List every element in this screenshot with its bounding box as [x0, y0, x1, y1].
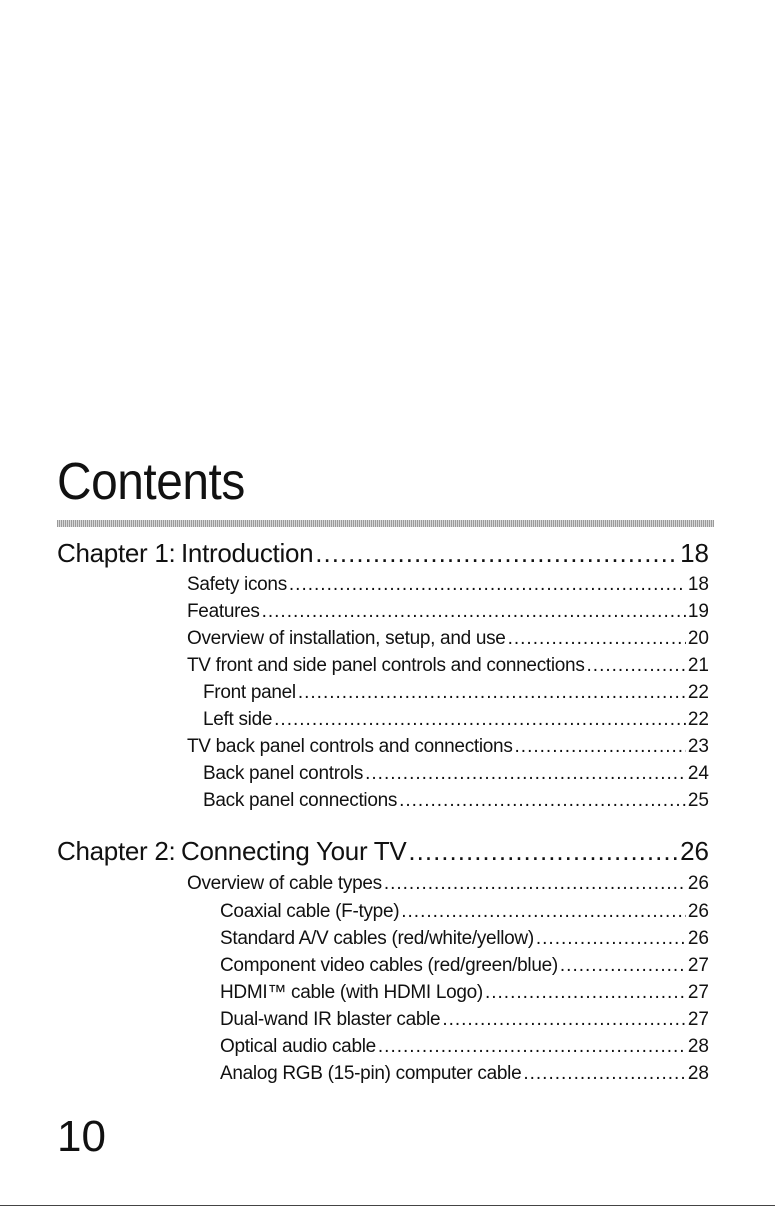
entry-label: Analog RGB (15-pin) computer cable [220, 1063, 522, 1084]
page-ref: 22 [687, 709, 709, 730]
entry-label: Back panel controls [203, 763, 364, 784]
page-ref: 18 [680, 538, 709, 568]
entry-label: Overview of installation, setup, and use [187, 628, 506, 649]
page-ref: 26 [687, 873, 709, 894]
title-rule [57, 520, 714, 527]
entry-label: Front panel [203, 682, 296, 703]
entry-label: Optical audio cable [220, 1036, 376, 1057]
page-ref: 18 [687, 574, 709, 595]
chapter-2-entry[interactable] [57, 836, 709, 868]
toc-entry[interactable] [187, 655, 709, 679]
toc-subentry[interactable] [220, 928, 709, 952]
toc-subentry[interactable] [203, 790, 709, 814]
leader-dots [315, 538, 678, 569]
leader-dots [508, 628, 686, 650]
toc-subentry[interactable] [220, 982, 709, 1006]
toc-entry[interactable] [187, 601, 709, 625]
entry-label: Dual-wand IR blaster cable [220, 1009, 441, 1030]
entry-label: Overview of cable types [187, 873, 382, 894]
toc-subentry[interactable] [203, 682, 709, 706]
chapter-1-entry[interactable] [57, 538, 709, 570]
page-ref: 22 [687, 682, 709, 703]
page-number: 10 [57, 1112, 106, 1161]
page-ref: 23 [687, 736, 709, 757]
leader-dots [365, 763, 686, 785]
toc-entry[interactable] [187, 736, 709, 760]
leader-dots [587, 655, 686, 677]
toc-entry[interactable] [187, 628, 709, 652]
leader-dots [384, 873, 686, 895]
toc-entry[interactable] [187, 873, 709, 897]
chapter-title: Introduction [181, 538, 314, 568]
leader-dots [401, 901, 686, 923]
page-ref: 21 [687, 655, 709, 676]
leader-dots [523, 1063, 686, 1085]
toc-subentry[interactable] [220, 901, 709, 925]
toc-subentry[interactable] [203, 709, 709, 733]
leader-dots [408, 836, 678, 867]
entry-label: Coaxial cable (F-type) [220, 901, 400, 922]
chapter-title: Connecting Your TV [181, 836, 407, 866]
leader-dots [536, 928, 686, 950]
page-ref: 26 [687, 901, 709, 922]
page-title: Contents [57, 453, 245, 511]
entry-label: Features [187, 601, 260, 622]
leader-dots [298, 682, 686, 704]
page-ref: 26 [680, 836, 709, 866]
entry-label: HDMI™ cable (with HDMI Logo) [220, 982, 483, 1003]
entry-label: Left side [203, 709, 273, 730]
page-ref: 28 [687, 1036, 709, 1057]
page-ref: 25 [687, 790, 709, 811]
entry-label: Safety icons [187, 574, 287, 595]
toc-subentry[interactable] [203, 763, 709, 787]
page-ref: 19 [687, 601, 709, 622]
entry-label: Standard A/V cables (red/white/yellow) [220, 928, 534, 949]
chapter-number: Chapter 1: [57, 538, 176, 568]
entry-label: Back panel connections [203, 790, 398, 811]
page-ref: 20 [687, 628, 709, 649]
page-ref: 27 [687, 982, 709, 1003]
leader-dots [442, 1009, 686, 1031]
leader-dots [485, 982, 686, 1004]
chapter-number: Chapter 2: [57, 836, 176, 866]
toc-subentry[interactable] [220, 1036, 709, 1060]
entry-label: TV front and side panel controls and connections [187, 655, 585, 676]
leader-dots [560, 955, 686, 977]
page-ref: 28 [687, 1063, 709, 1084]
leader-dots [289, 574, 686, 596]
toc-subentry[interactable] [220, 1009, 709, 1033]
page-ref: 24 [687, 763, 709, 784]
page-ref: 26 [687, 928, 709, 949]
leader-dots [262, 601, 686, 623]
toc-subentry[interactable] [220, 1063, 709, 1087]
toc-entry[interactable] [187, 574, 709, 598]
leader-dots [515, 736, 686, 758]
toc-subentry[interactable] [220, 955, 709, 979]
page-ref: 27 [687, 1009, 709, 1030]
bottom-edge-line [0, 1205, 775, 1206]
leader-dots [274, 709, 686, 731]
entry-label: TV back panel controls and connections [187, 736, 513, 757]
page-ref: 27 [687, 955, 709, 976]
leader-dots [378, 1036, 686, 1058]
leader-dots [399, 790, 686, 812]
entry-label: Component video cables (red/green/blue) [220, 955, 558, 976]
